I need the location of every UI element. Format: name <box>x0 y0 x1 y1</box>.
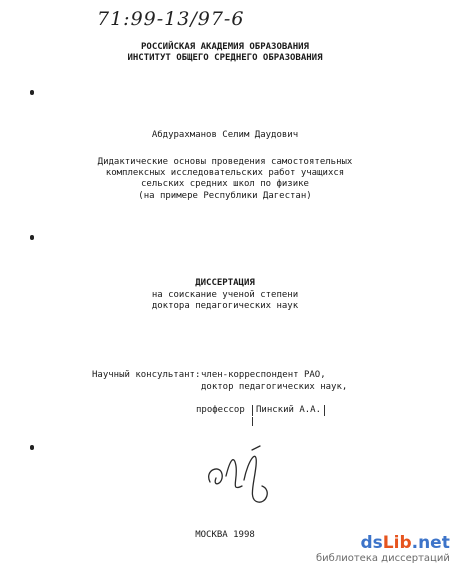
handwritten-catalog-number: 71:99-13/97-6 <box>97 8 245 30</box>
consultant-title: профессор <box>196 405 245 415</box>
dslib-watermark <box>316 533 450 565</box>
bracket-mark <box>252 417 253 426</box>
binding-hole-mark <box>30 445 34 450</box>
author-name: Абдурахманов Селим Даудович <box>151 130 299 140</box>
institution-line-1: РОССИЙСКАЯ АКАДЕМИЯ ОБРАЗОВАНИЯ <box>141 42 309 52</box>
degree-line-2: доктора педагогических наук <box>151 301 299 311</box>
title-line-3: сельских средних школ по физике <box>141 179 309 189</box>
handwritten-signature <box>200 440 290 510</box>
binding-hole-mark <box>30 235 34 240</box>
institution-line-2: ИНСТИТУТ ОБЩЕГО СРЕДНЕГО ОБРАЗОВАНИЯ <box>127 53 323 63</box>
watermark-subtitle: библиотека диссертаций <box>316 553 450 564</box>
city-year: МОСКВА 1998 <box>195 530 255 540</box>
degree-line-1: на соискание ученой степени <box>151 290 299 300</box>
binding-hole-mark <box>30 90 34 95</box>
consultant-name: Пинский А.А. <box>252 405 325 416</box>
consultant-line-1: член-корреспондент РАО, <box>201 370 326 380</box>
dslib-logo: dsLib.net <box>360 533 450 553</box>
dissertation-heading: ДИССЕРТАЦИЯ <box>195 278 255 288</box>
title-line-4: (на примере Республики Дагестан) <box>138 191 312 201</box>
title-line-2: комплексных исследовательских работ учащихся <box>105 168 345 178</box>
consultant-line-2: доктор педагогических наук, <box>201 382 348 392</box>
consultant-label: Научный консультант: <box>92 370 201 380</box>
title-line-1: Дидактические основы проведения самостоятельных <box>97 157 353 167</box>
